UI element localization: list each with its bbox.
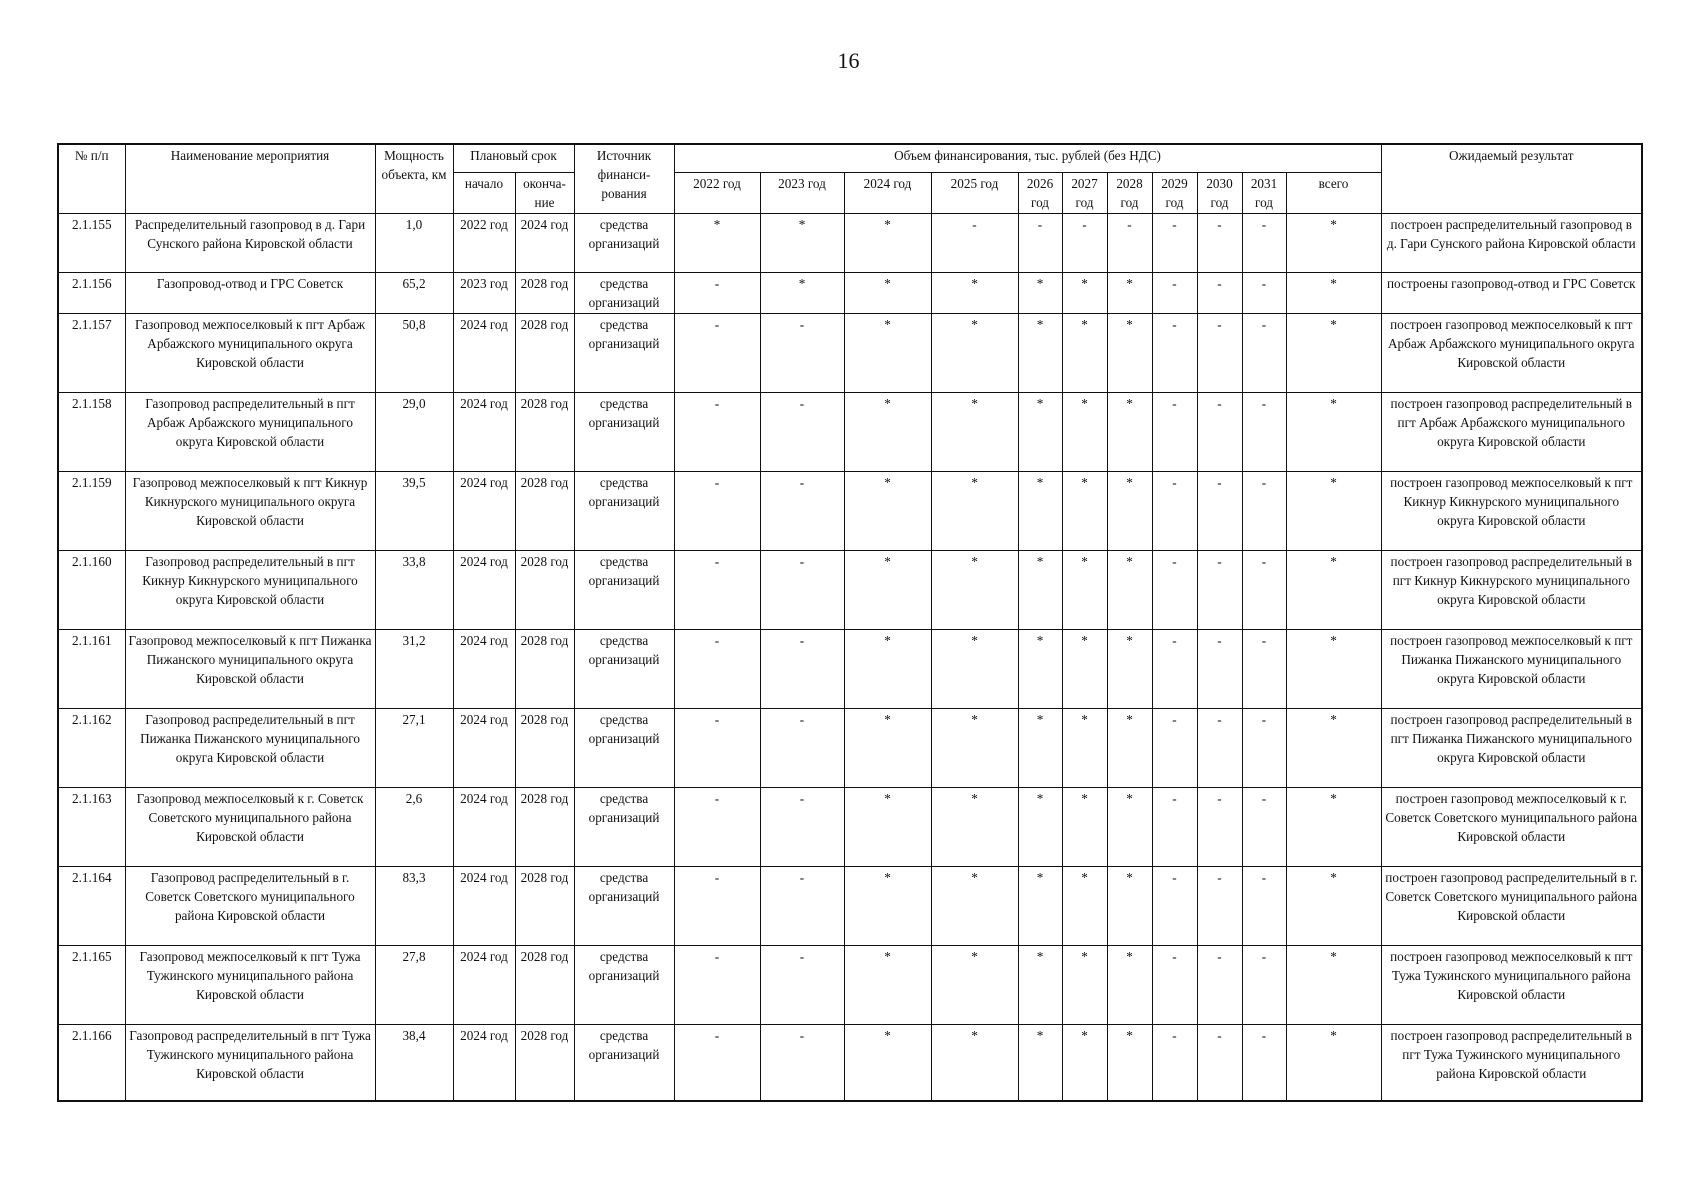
row-power: 33,8 [375, 550, 453, 629]
row-source: средства организаций [574, 866, 674, 945]
row-year-value: * [844, 866, 931, 945]
row-name: Газопровод межпоселковый к пгт Тужа Тужинского муниципального района Кировской области [125, 945, 375, 1024]
row-year-value: * [844, 1024, 931, 1101]
row-result: построен распределительный газопровод в д. Гари Сунского района Кировской области [1381, 213, 1642, 272]
row-year-value: - [1242, 708, 1286, 787]
row-year-value: - [1197, 313, 1242, 392]
row-start: 2024 год [453, 1024, 515, 1101]
header-year: 2026 год [1018, 172, 1062, 213]
investment-table [57, 143, 1643, 1102]
row-year-value: - [674, 866, 760, 945]
row-name: Газопровод межпоселковый к пгт Арбаж Арбажского муниципального округа Кировской области [125, 313, 375, 392]
row-year-value: * [931, 471, 1018, 550]
row-year-value: - [1242, 629, 1286, 708]
row-year-value: * [1018, 629, 1062, 708]
row-year-value: * [1062, 550, 1107, 629]
row-start: 2024 год [453, 787, 515, 866]
row-start: 2024 год [453, 708, 515, 787]
row-power: 27,1 [375, 708, 453, 787]
row-name: Газопровод распределительный в пгт Кикнур Кикнурского муниципального округа Кировской области [125, 550, 375, 629]
row-power: 2,6 [375, 787, 453, 866]
row-year-value: - [760, 550, 844, 629]
row-result: построен газопровод распределительный в г. Советск Советского муниципального района Кировской области [1381, 866, 1642, 945]
row-year-value: - [674, 272, 760, 313]
row-year-value: - [760, 392, 844, 471]
row-source: средства организаций [574, 1024, 674, 1101]
row-year-value: - [1152, 1024, 1197, 1101]
row-year-value: - [760, 787, 844, 866]
table-body [58, 213, 1642, 1101]
header-end: оконча-ние [515, 172, 574, 213]
row-start: 2024 год [453, 471, 515, 550]
row-year-value: - [1242, 945, 1286, 1024]
row-year-value: - [1197, 471, 1242, 550]
row-year-value: - [760, 471, 844, 550]
row-result: построен газопровод межпоселковый к пгт Арбаж Арбажского муниципального округа Кировской области [1381, 313, 1642, 392]
row-year-value: - [1242, 471, 1286, 550]
row-power: 1,0 [375, 213, 453, 272]
row-start: 2024 год [453, 392, 515, 471]
row-total: * [1286, 1024, 1381, 1101]
row-year-value: * [931, 1024, 1018, 1101]
row-year-value: * [844, 945, 931, 1024]
row-result: построен газопровод межпоселковый к пгт Тужа Тужинского муниципального района Кировской области [1381, 945, 1642, 1024]
row-year-value: * [1107, 866, 1152, 945]
row-result: построен газопровод распределительный в пгт Пижанка Пижанского муниципального округа Кировской области [1381, 708, 1642, 787]
row-start: 2024 год [453, 550, 515, 629]
row-year-value: - [1197, 708, 1242, 787]
row-year-value: - [760, 1024, 844, 1101]
row-year-value: - [674, 787, 760, 866]
row-year-value: - [760, 866, 844, 945]
row-year-value: * [1018, 392, 1062, 471]
row-year-value: - [674, 945, 760, 1024]
row-year-value: - [674, 550, 760, 629]
row-name: Газопровод распределительный в пгт Арбаж Арбажского муниципального округа Кировской области [125, 392, 375, 471]
row-total: * [1286, 213, 1381, 272]
row-year-value: * [1062, 392, 1107, 471]
table-row [58, 313, 1642, 392]
row-year-value: - [1152, 629, 1197, 708]
header-year: 2029 год [1152, 172, 1197, 213]
header-year: 2023 год [760, 172, 844, 213]
row-year-value: - [1152, 945, 1197, 1024]
row-num: 2.1.157 [58, 313, 125, 392]
row-year-value: * [1018, 787, 1062, 866]
row-year-value: - [674, 708, 760, 787]
table-row [58, 866, 1642, 945]
row-year-value: * [1018, 945, 1062, 1024]
row-year-value: * [931, 708, 1018, 787]
row-year-value: * [931, 787, 1018, 866]
row-end: 2028 год [515, 787, 574, 866]
row-year-value: * [931, 313, 1018, 392]
header-term: Плановый срок [453, 144, 574, 172]
row-power: 50,8 [375, 313, 453, 392]
row-name: Газопровод-отвод и ГРС Советск [125, 272, 375, 313]
table-row [58, 392, 1642, 471]
header-year: 2030 год [1197, 172, 1242, 213]
row-start: 2024 год [453, 866, 515, 945]
row-result: построен газопровод распределительный в пгт Арбаж Арбажского муниципального округа Кировской области [1381, 392, 1642, 471]
row-name: Распределительный газопровод в д. Гари Сунского района Кировской области [125, 213, 375, 272]
row-source: средства организаций [574, 629, 674, 708]
row-end: 2028 год [515, 313, 574, 392]
row-year-value: * [760, 213, 844, 272]
row-year-value: * [1107, 392, 1152, 471]
row-end: 2028 год [515, 550, 574, 629]
row-name: Газопровод межпоселковый к пгт Пижанка Пижанского муниципального округа Кировской области [125, 629, 375, 708]
row-power: 39,5 [375, 471, 453, 550]
row-result: построен газопровод межпоселковый к пгт Кикнур Кикнурского муниципального округа Кировской области [1381, 471, 1642, 550]
row-result: построен газопровод межпоселковый к пгт Пижанка Пижанского муниципального округа Кировской области [1381, 629, 1642, 708]
row-year-value: * [1062, 1024, 1107, 1101]
row-year-value: * [1018, 272, 1062, 313]
row-year-value: * [1107, 787, 1152, 866]
row-year-value: - [1152, 213, 1197, 272]
row-year-value: - [674, 313, 760, 392]
row-end: 2028 год [515, 272, 574, 313]
row-year-value: - [1152, 313, 1197, 392]
row-num: 2.1.164 [58, 866, 125, 945]
row-year-value: * [1062, 629, 1107, 708]
row-num: 2.1.163 [58, 787, 125, 866]
row-year-value: - [1107, 213, 1152, 272]
row-year-value: - [1197, 866, 1242, 945]
row-year-value: * [1107, 313, 1152, 392]
row-num: 2.1.166 [58, 1024, 125, 1101]
row-name: Газопровод распределительный в пгт Тужа Тужинского муниципального района Кировской области [125, 1024, 375, 1101]
header-start: начало [453, 172, 515, 213]
row-year-value: - [1197, 213, 1242, 272]
row-year-value: - [1197, 629, 1242, 708]
row-year-value: - [1152, 550, 1197, 629]
row-end: 2024 год [515, 213, 574, 272]
table-row [58, 945, 1642, 1024]
row-name: Газопровод распределительный в пгт Пижанка Пижанского муниципального округа Кировской области [125, 708, 375, 787]
row-year-value: - [1152, 708, 1197, 787]
row-year-value: * [931, 629, 1018, 708]
row-year-value: - [1152, 471, 1197, 550]
table-row [58, 213, 1642, 272]
row-num: 2.1.160 [58, 550, 125, 629]
row-end: 2028 год [515, 1024, 574, 1101]
row-total: * [1286, 272, 1381, 313]
row-year-value: * [1018, 708, 1062, 787]
row-year-value: - [674, 629, 760, 708]
row-num: 2.1.156 [58, 272, 125, 313]
row-result: построен газопровод межпоселковый к г. Советск Советского муниципального района Кировской области [1381, 787, 1642, 866]
row-year-value: * [1062, 313, 1107, 392]
row-source: средства организаций [574, 313, 674, 392]
row-total: * [1286, 392, 1381, 471]
row-end: 2028 год [515, 945, 574, 1024]
row-start: 2023 год [453, 272, 515, 313]
row-year-value: - [1197, 787, 1242, 866]
row-year-value: - [1152, 392, 1197, 471]
row-year-value: - [1242, 866, 1286, 945]
row-year-value: * [1062, 708, 1107, 787]
row-end: 2028 год [515, 471, 574, 550]
row-year-value: - [1197, 550, 1242, 629]
row-year-value: * [1018, 866, 1062, 945]
row-year-value: - [760, 313, 844, 392]
row-year-value: * [931, 945, 1018, 1024]
row-year-value: * [844, 392, 931, 471]
row-total: * [1286, 787, 1381, 866]
row-name: Газопровод межпоселковый к г. Советск Советского муниципального района Кировской области [125, 787, 375, 866]
row-year-value: * [844, 471, 931, 550]
row-year-value: - [1242, 1024, 1286, 1101]
row-year-value: * [1018, 313, 1062, 392]
table-row [58, 550, 1642, 629]
row-year-value: - [1197, 945, 1242, 1024]
row-result: построен газопровод распределительный в пгт Тужа Тужинского муниципального района Кировской области [1381, 1024, 1642, 1101]
row-year-value: - [931, 213, 1018, 272]
row-year-value: - [1152, 787, 1197, 866]
row-result: построен газопровод распределительный в пгт Кикнур Кикнурского муниципального округа Кировской области [1381, 550, 1642, 629]
row-year-value: * [1107, 550, 1152, 629]
row-year-value: * [1107, 629, 1152, 708]
row-name: Газопровод межпоселковый к пгт Кикнур Кикнурского муниципального округа Кировской области [125, 471, 375, 550]
row-year-value: - [1242, 213, 1286, 272]
header-year: 2028 год [1107, 172, 1152, 213]
row-total: * [1286, 471, 1381, 550]
row-result: построены газопровод-отвод и ГРС Советск [1381, 272, 1642, 313]
row-year-value: - [674, 1024, 760, 1101]
row-num: 2.1.161 [58, 629, 125, 708]
row-year-value: - [674, 471, 760, 550]
row-year-value: * [1062, 471, 1107, 550]
row-source: средства организаций [574, 708, 674, 787]
header-name: Наименование мероприятия [125, 144, 375, 213]
row-year-value: - [1197, 392, 1242, 471]
row-year-value: - [1242, 272, 1286, 313]
table-row [58, 708, 1642, 787]
row-name: Газопровод распределительный в г. Советск Советского муниципального района Кировской области [125, 866, 375, 945]
row-year-value: * [1107, 471, 1152, 550]
row-year-value: * [1107, 945, 1152, 1024]
row-year-value: * [844, 708, 931, 787]
row-year-value: - [1152, 866, 1197, 945]
row-source: средства организаций [574, 272, 674, 313]
row-year-value: - [1242, 550, 1286, 629]
row-year-value: * [844, 272, 931, 313]
row-num: 2.1.159 [58, 471, 125, 550]
row-power: 38,4 [375, 1024, 453, 1101]
row-start: 2022 год [453, 213, 515, 272]
row-power: 27,8 [375, 945, 453, 1024]
row-year-value: * [1062, 272, 1107, 313]
row-year-value: - [1197, 272, 1242, 313]
row-year-value: - [760, 629, 844, 708]
row-year-value: * [844, 629, 931, 708]
row-year-value: - [760, 945, 844, 1024]
table-row [58, 787, 1642, 866]
row-total: * [1286, 866, 1381, 945]
row-year-value: - [674, 392, 760, 471]
row-year-value: * [931, 392, 1018, 471]
row-num: 2.1.158 [58, 392, 125, 471]
row-year-value: - [1018, 213, 1062, 272]
row-source: средства организаций [574, 471, 674, 550]
header-year: 2027 год [1062, 172, 1107, 213]
row-source: средства организаций [574, 392, 674, 471]
row-total: * [1286, 550, 1381, 629]
header-funding: Объем финансирования, тыс. рублей (без НДС) [674, 144, 1381, 172]
row-num: 2.1.165 [58, 945, 125, 1024]
row-year-value: * [844, 787, 931, 866]
header-result: Ожидаемый результат [1381, 144, 1642, 213]
row-year-value: * [931, 550, 1018, 629]
row-year-value: * [1062, 866, 1107, 945]
header-num: № п/п [58, 144, 125, 213]
header-year: 2025 год [931, 172, 1018, 213]
row-source: средства организаций [574, 945, 674, 1024]
row-num: 2.1.162 [58, 708, 125, 787]
table-row [58, 471, 1642, 550]
page-number: 16 [837, 48, 860, 73]
row-year-value: * [1107, 1024, 1152, 1101]
row-year-value: - [1242, 787, 1286, 866]
row-year-value: * [674, 213, 760, 272]
header-year: 2024 год [844, 172, 931, 213]
row-year-value: * [1018, 1024, 1062, 1101]
row-year-value: * [760, 272, 844, 313]
row-power: 31,2 [375, 629, 453, 708]
row-start: 2024 год [453, 313, 515, 392]
row-end: 2028 год [515, 629, 574, 708]
row-year-value: - [760, 708, 844, 787]
row-year-value: * [1018, 550, 1062, 629]
row-year-value: * [1062, 945, 1107, 1024]
row-year-value: * [1107, 708, 1152, 787]
row-year-value: - [1062, 213, 1107, 272]
row-year-value: * [931, 272, 1018, 313]
row-year-value: * [1062, 787, 1107, 866]
row-end: 2028 год [515, 708, 574, 787]
row-total: * [1286, 945, 1381, 1024]
header-power: Мощность объекта, км [375, 144, 453, 213]
row-total: * [1286, 629, 1381, 708]
header-year: 2022 год [674, 172, 760, 213]
row-year-value: * [1107, 272, 1152, 313]
row-end: 2028 год [515, 866, 574, 945]
row-source: средства организаций [574, 550, 674, 629]
row-year-value: * [844, 213, 931, 272]
row-year-value: - [1242, 392, 1286, 471]
row-year-value: - [1242, 313, 1286, 392]
table-row [58, 272, 1642, 313]
row-year-value: * [1018, 471, 1062, 550]
row-year-value: * [844, 313, 931, 392]
row-source: средства организаций [574, 213, 674, 272]
table-row [58, 629, 1642, 708]
header-year: 2031 год [1242, 172, 1286, 213]
header-total: всего [1286, 172, 1381, 213]
row-start: 2024 год [453, 945, 515, 1024]
row-power: 83,3 [375, 866, 453, 945]
row-year-value: * [844, 550, 931, 629]
row-power: 65,2 [375, 272, 453, 313]
header-source: Источник финанси-рования [574, 144, 674, 213]
row-year-value: - [1152, 272, 1197, 313]
row-num: 2.1.155 [58, 213, 125, 272]
row-year-value: - [1197, 1024, 1242, 1101]
row-power: 29,0 [375, 392, 453, 471]
row-year-value: * [931, 866, 1018, 945]
table-row [58, 1024, 1642, 1101]
row-end: 2028 год [515, 392, 574, 471]
row-source: средства организаций [574, 787, 674, 866]
row-total: * [1286, 708, 1381, 787]
row-start: 2024 год [453, 629, 515, 708]
row-total: * [1286, 313, 1381, 392]
